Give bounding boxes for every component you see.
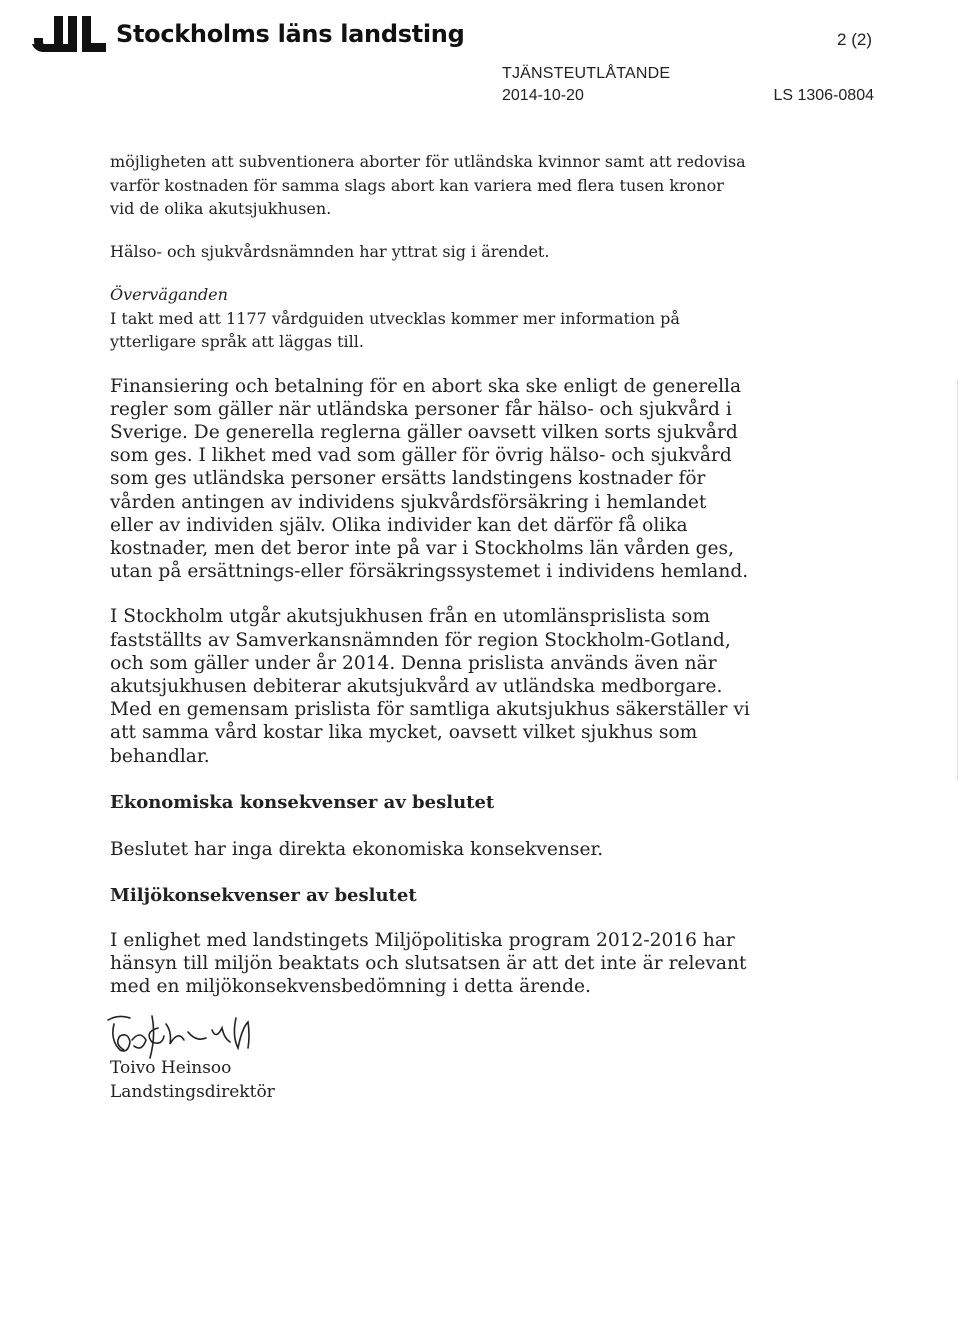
paragraph-price-list: I Stockholm utgår akutsjukhusen från en utomlänsprislista som fastställts av Samverkansnämnden för region Stockholm-Gotland, och som gäller under år 2014. Denna prislista används även när akutsjukhusen debiterar akutsjukvård av utländska medborgare. Med en gemensam prislista för samtliga akutsjukhus säkerställer vi att samma vård kostar lika mycket, oavsett vilket sjukhus som behandlar. [110,606,750,767]
document-reference: LS 1306-0804 [773,87,874,104]
environmental-consequences-heading: Miljökonsekvenser av beslutet [110,884,417,906]
paragraph-subventions: möjligheten att subventionera aborter för utländska kvinnor samt att redovisa varför kostnaden för samma slags abort kan variera med flera tusen kronor vid de olika akutsjukhusen. [110,152,746,218]
scan-artifact [957,380,958,780]
economic-consequences-text: Beslutet har inga direkta ekonomiska konsekvenser. [110,838,604,860]
logo [32,14,464,54]
document-date: 2014-10-20 [502,87,584,104]
document-body [110,150,750,1019]
economic-consequences-heading: Ekonomiska konsekvenser av beslutet [110,791,495,813]
paragraph-financing: Finansiering och betalning för en abort ska ske enligt de generella regler som gäller när utländska personer får hälso- och sjukvård i Sverige. De generella reglerna gäller oavsett vilken sorts sjukvård som ges. I likhet med vad som gäller för övrig hälso- och sjukvård som ges utländska personer ersätts landstingens kostnader för vården antingen av individens sjukvårdsförsäkring i hemlandet eller av individen själv. Olika individer kan det därför få olika kostnader, men det beror inte på var i Stockholms län vården ges, utan på ersättnings-eller försäkringssystemet i individens hemland. [110,375,749,583]
paragraph-1177-info: I takt med att 1177 vårdguiden utvecklas kommer mer information på ytterligare språk att läggas till. [110,308,680,351]
considerations-heading: Överväganden [110,285,228,304]
document-type: TJÄNSTEUTLÅTANDE [502,65,671,82]
handwritten-signature-icon [100,1010,270,1062]
signatory-name: Toivo Heinsoo [110,1058,232,1078]
paragraph-committee-statement: Hälso- och sjukvårdsnämnden har yttrat sig i ärendet. [110,241,550,261]
page-number: 2 (2) [837,30,872,49]
environmental-consequences-text: I enlighet med landstingets Miljöpolitiska program 2012-2016 har hänsyn till miljön beaktats och slutsatsen är att det inte är relevant med en miljökonsekvensbedömning i detta ärende. [110,929,747,998]
organization-name: Stockholms läns landsting [116,20,465,48]
signatory-title: Landstingsdirektör [110,1082,275,1102]
sll-logo-icon [32,16,108,52]
